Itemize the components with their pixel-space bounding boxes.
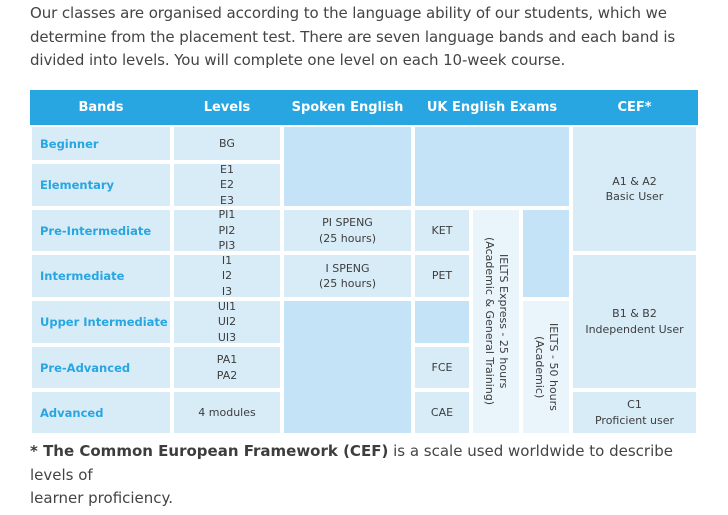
levels-intermediate bbox=[172, 253, 282, 299]
intro-line: determine from the placement test. There are seven language bands and each band is bbox=[30, 27, 676, 46]
cef-proficient-user bbox=[571, 390, 698, 435]
course-hours: (25 hours) bbox=[318, 231, 376, 245]
ielts-express-label bbox=[482, 237, 510, 405]
spoken-i-speng bbox=[282, 253, 413, 299]
header-cef: CEF* bbox=[617, 100, 652, 115]
level-code: UI3 bbox=[217, 330, 237, 344]
header-bands: Bands bbox=[78, 100, 124, 115]
spoken-empty-bottom bbox=[282, 299, 413, 435]
band-pre-advanced: Pre-Advanced bbox=[30, 345, 172, 390]
level-code: PA1 bbox=[216, 353, 238, 366]
levels-beginner bbox=[172, 125, 282, 162]
exam-cae: CAE bbox=[413, 390, 471, 435]
levels-advanced bbox=[172, 390, 282, 435]
exam-fce: FCE bbox=[413, 345, 471, 390]
level-code: I2 bbox=[221, 269, 233, 283]
level-code: 4 modules bbox=[198, 405, 256, 419]
level-code: E3 bbox=[220, 193, 234, 207]
course-name: I SPENG bbox=[325, 261, 370, 275]
intro-line: divided into levels. You will complete one level on each 10-week course. bbox=[30, 51, 566, 69]
header-levels: Levels bbox=[203, 100, 251, 115]
levels-pre-advanced bbox=[172, 345, 282, 390]
level-code: UI2 bbox=[217, 315, 237, 329]
cef-level: A1 & A2 bbox=[612, 174, 657, 188]
header-uk-english-exams: UK English Exams bbox=[426, 100, 558, 115]
levels-elementary bbox=[172, 162, 282, 208]
exam-ket: KET bbox=[413, 208, 471, 253]
course-hours: (25 hours) bbox=[318, 277, 376, 290]
ielts-express-cell bbox=[471, 208, 521, 435]
cef-level: B1 & B2 bbox=[612, 307, 657, 320]
level-code: PI1 bbox=[218, 208, 236, 222]
footnote-line bbox=[30, 440, 710, 487]
ielts-50-title: IELTS - 50 hours bbox=[547, 323, 560, 411]
ielts-50-cell bbox=[521, 299, 571, 435]
footnote-term: * The Common European Framework (CEF) bbox=[30, 442, 389, 460]
level-code: I1 bbox=[221, 253, 233, 267]
level-code: E1 bbox=[220, 162, 234, 176]
band-upper-intermediate: Upper Intermediate bbox=[30, 299, 172, 345]
language-bands-table bbox=[30, 90, 698, 435]
ielts-50-label bbox=[532, 323, 560, 411]
exams-empty-top bbox=[413, 125, 571, 208]
band-advanced: Advanced bbox=[30, 390, 172, 435]
cef-basic-user bbox=[571, 125, 698, 253]
ielts-50-subtitle: (Academic) bbox=[533, 335, 546, 399]
level-code: BG bbox=[219, 136, 235, 150]
cef-independent-user bbox=[571, 253, 698, 390]
ielts-express-subtitle: (Academic & General Training) bbox=[483, 237, 496, 406]
ielts-express-title: IELTS Express - 25 hours bbox=[497, 254, 510, 389]
band-pre-intermediate: Pre-Intermediate bbox=[30, 208, 172, 253]
band-beginner: Beginner bbox=[30, 125, 172, 162]
cef-level: C1 bbox=[627, 398, 642, 411]
footnote-line: learner proficiency. bbox=[30, 489, 174, 507]
header-spoken-english: Spoken English bbox=[291, 100, 404, 115]
exam-empty-upper-int bbox=[413, 299, 471, 345]
course-name: PI SPENG bbox=[322, 216, 373, 229]
ielts-empty bbox=[521, 208, 571, 299]
cef-description: Independent User bbox=[585, 322, 684, 336]
footnote-text: is a scale used worldwide to describe levels of bbox=[30, 442, 674, 484]
footnote bbox=[30, 440, 710, 511]
cef-description: Basic User bbox=[605, 190, 664, 203]
cef-description: Proficient user bbox=[594, 413, 675, 427]
level-code: I3 bbox=[221, 284, 233, 298]
level-code: PI3 bbox=[218, 239, 236, 253]
intro-paragraph bbox=[30, 2, 710, 73]
spoken-empty-top bbox=[282, 125, 413, 208]
level-code: PA2 bbox=[216, 368, 238, 382]
level-code: PI2 bbox=[218, 223, 236, 237]
intro-line: Our classes are organised according to the language ability of our students, which we bbox=[30, 4, 667, 22]
levels-upper-intermediate bbox=[172, 299, 282, 345]
band-elementary: Elementary bbox=[30, 162, 172, 208]
exam-pet: PET bbox=[413, 253, 471, 299]
band-intermediate: Intermediate bbox=[30, 253, 172, 299]
level-code: UI1 bbox=[217, 299, 237, 313]
spoken-pi-speng bbox=[282, 208, 413, 253]
levels-pre-intermediate bbox=[172, 208, 282, 253]
level-code: E2 bbox=[220, 178, 234, 192]
